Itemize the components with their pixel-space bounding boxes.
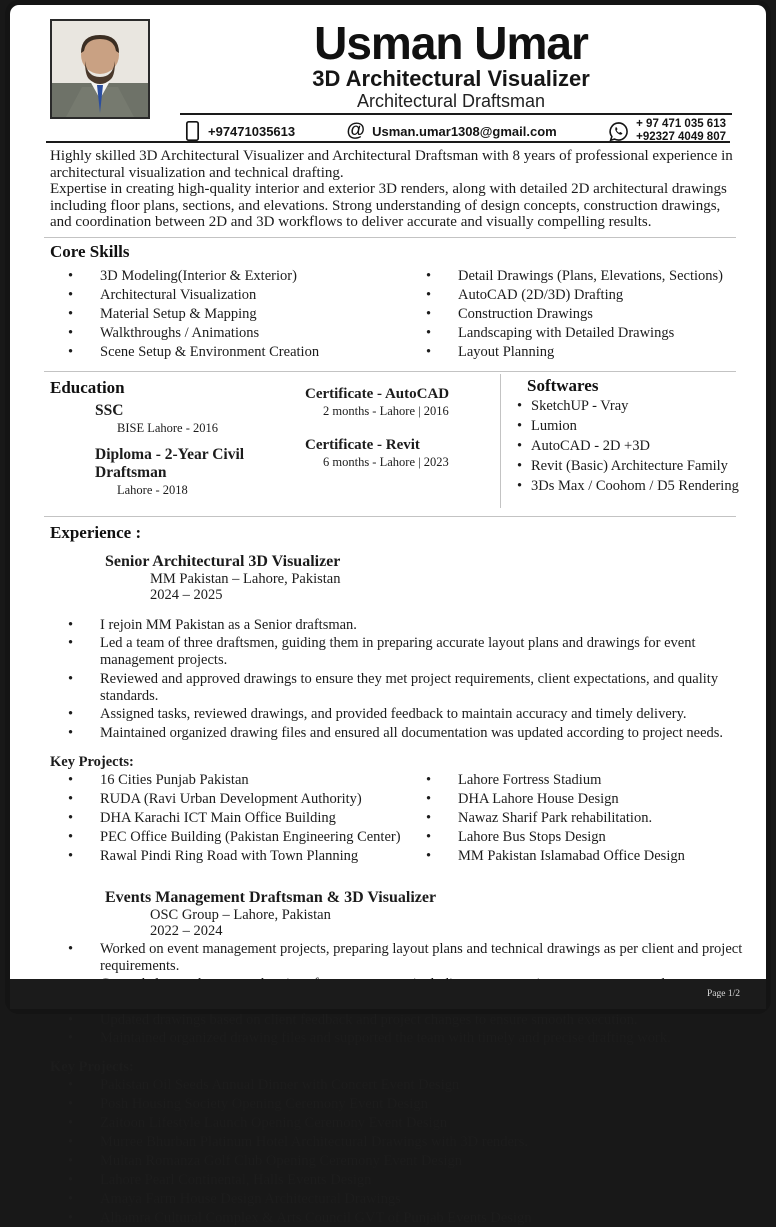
whatsapp-number-1: + 97 471 035 613 bbox=[636, 118, 726, 130]
job-bullet: • Led a team of three draftsmen, guiding them in preparing accurate layout plans and drawings for event management projects. bbox=[50, 635, 766, 669]
software-item: • Lumion bbox=[515, 418, 740, 435]
certificate-title: Certificate - Revit bbox=[305, 436, 420, 453]
profile-summary bbox=[10, 143, 766, 231]
project-item: • Lahore Pearl Continental, Halls Events Design bbox=[50, 1172, 766, 1189]
job-title: Events Management Draftsman & 3D Visualizer bbox=[105, 888, 437, 906]
project-item: • Pakistan Oil Seeds Annual Dinner with Concert Event Design bbox=[50, 1077, 766, 1094]
job-company: OSC Group – Lahore, Pakistan bbox=[150, 906, 331, 923]
mobile-phone-icon bbox=[184, 120, 201, 142]
education-section bbox=[10, 372, 766, 510]
phone-number: +97471035613 bbox=[208, 123, 296, 139]
certificates-column bbox=[305, 374, 500, 508]
profile-photo bbox=[50, 19, 150, 119]
job-bullet: • Reviewed and approved drawings to ensure they met project requirements, client expectations, and quality standards. bbox=[50, 671, 766, 705]
email-address: Usman.umar1308@gmail.com bbox=[372, 123, 557, 139]
core-skills-right-list bbox=[408, 268, 766, 363]
key-projects-list-wrap bbox=[10, 1077, 766, 1227]
certificate-entry bbox=[305, 386, 500, 419]
certificate-detail: 6 months - Lahore | 2023 bbox=[323, 454, 449, 469]
person-title: 3D Architectural Visualizer bbox=[312, 66, 590, 91]
project-item: • Alhamra Cultural Complex & Arts Council GVT of Punjab Events Design bbox=[50, 1210, 766, 1227]
job-entry bbox=[10, 889, 766, 1048]
key-projects-heading: Key Projects: bbox=[50, 1059, 134, 1075]
key-projects-left-list bbox=[50, 772, 408, 867]
key-projects-columns bbox=[10, 772, 766, 867]
job-dates: 2024 – 2025 bbox=[150, 586, 223, 603]
software-item: • Revit (Basic) Architecture Family bbox=[515, 458, 740, 475]
job-entry bbox=[10, 553, 766, 742]
skill-item: • Scene Setup & Environment Creation bbox=[50, 344, 408, 361]
certificate-title: Certificate - AutoCAD bbox=[305, 385, 450, 402]
education-detail: BISE Lahore - 2016 bbox=[117, 420, 219, 435]
job-company: MM Pakistan – Lahore, Pakistan bbox=[150, 570, 341, 587]
job-bullet: • Worked on event management projects, preparing layout plans and technical drawings as per client and project requirements. bbox=[50, 941, 766, 975]
summary-paragraph-2: Expertise in creating high-quality interior and exterior 3D renders, along with detailed 2D architectural drawings including floor plans, sections, and elevations. Strong understanding of design concepts, construction drawings, and coordination between 2D and 3D workflows to deliver accurate and visually compelling results. bbox=[50, 181, 727, 230]
software-item: • SketchUP - Vray bbox=[515, 398, 740, 415]
project-item: • Zaitoon Lifestyle Launch Opening Ceremony Event Design bbox=[50, 1115, 766, 1132]
section-divider bbox=[44, 516, 736, 517]
core-skills bbox=[10, 264, 766, 365]
project-item: • Nawaz Sharif Park rehabilitation. bbox=[408, 810, 766, 827]
person-subtitle: Architectural Draftsman bbox=[356, 91, 546, 111]
project-item: • RUDA (Ravi Urban Development Authority) bbox=[50, 791, 408, 808]
job-bullet: • Maintained organized drawing files and supported the team with timely and precise drafting work. bbox=[50, 1030, 766, 1047]
project-item: • DHA Lahore House Design bbox=[408, 791, 766, 808]
core-skills-left-list bbox=[50, 268, 408, 363]
job-bullet: • Maintained organized drawing files and ensured all documentation was updated according to project needs. bbox=[50, 725, 766, 742]
education-detail: Lahore - 2018 bbox=[117, 482, 188, 497]
person-name: Usman Umar bbox=[314, 17, 588, 69]
contact-row bbox=[170, 118, 732, 144]
job-bullet: • Assigned tasks, reviewed drawings, and provided feedback to maintain accuracy and timely delivery. bbox=[50, 706, 766, 723]
header-divider bbox=[180, 113, 732, 115]
education-column bbox=[50, 374, 305, 508]
project-item: • Posh Housing Society Opening Ceremony Event Design bbox=[50, 1096, 766, 1113]
project-item: • 16 Cities Punjab Pakistan bbox=[50, 772, 408, 789]
summary-paragraph-1: Highly skilled 3D Architectural Visualizer and Architectural Draftsman with 8 years of professional experience in architectural visualization and technical drafting. bbox=[50, 148, 733, 181]
project-item: • Rawal Pindi Ring Road with Town Planning bbox=[50, 848, 408, 865]
contact-phone bbox=[184, 120, 295, 142]
job-dates: 2022 – 2024 bbox=[150, 922, 223, 939]
education-entry bbox=[95, 446, 305, 498]
skill-item: • Detail Drawings (Plans, Elevations, Sections) bbox=[408, 268, 766, 285]
project-item: • Lahore Fortress Stadium bbox=[408, 772, 766, 789]
skill-item: • Landscaping with Detailed Drawings bbox=[408, 325, 766, 342]
certificate-entry bbox=[305, 437, 500, 470]
skill-item: • Construction Drawings bbox=[408, 306, 766, 323]
resume-page bbox=[5, 0, 771, 1226]
job-bullet: • I rejoin MM Pakistan as a Senior draftsman. bbox=[50, 617, 766, 634]
skill-item: • Layout Planning bbox=[408, 344, 766, 361]
contact-email bbox=[347, 122, 557, 140]
project-item: • Murree Bhurban Platinum Hotel Architectural Drawings with 3D renders. bbox=[50, 1134, 766, 1151]
software-item: • AutoCAD - 2D +3D bbox=[515, 438, 740, 455]
project-item: • MM Pakistan Islamabad Office Design bbox=[408, 848, 766, 865]
project-item: • DHA Karachi ICT Main Office Building bbox=[50, 810, 408, 827]
key-projects-section bbox=[10, 754, 766, 867]
whatsapp-number-2: +92327 4049 807 bbox=[636, 131, 726, 143]
skill-item: • 3D Modeling(Interior & Exterior) bbox=[50, 268, 408, 285]
project-item: • Lahore Bus Stops Design bbox=[408, 829, 766, 846]
softwares-list bbox=[515, 398, 740, 495]
project-item: • Amaya Farm House Design Architectural Drawings bbox=[50, 1191, 766, 1208]
experience-heading: Experience : bbox=[50, 522, 142, 542]
key-projects-right-list bbox=[408, 772, 766, 867]
softwares-heading: Softwares bbox=[527, 375, 599, 395]
key-projects-section bbox=[10, 1059, 766, 1227]
key-projects-list bbox=[50, 1077, 766, 1227]
softwares-column bbox=[500, 374, 740, 508]
project-item: • PEC Office Building (Pakistan Engineering Center) bbox=[50, 829, 408, 846]
job-bullet: • Updated drawings based on client feedback and project changes to ensure smooth execution. bbox=[50, 1012, 766, 1029]
job-bullet-list bbox=[50, 617, 766, 742]
page-number: Page 1/2 bbox=[707, 989, 740, 999]
profile-photo-image bbox=[52, 21, 148, 117]
skill-item: • Architectural Visualization bbox=[50, 287, 408, 304]
education-heading: Education bbox=[50, 377, 125, 397]
whatsapp-icon bbox=[608, 121, 629, 142]
certificate-detail: 2 months - Lahore | 2016 bbox=[323, 403, 449, 418]
job-title: Senior Architectural 3D Visualizer bbox=[105, 552, 341, 570]
key-projects-heading: Key Projects: bbox=[50, 753, 134, 770]
skill-item: • Walkthroughs / Animations bbox=[50, 325, 408, 342]
skill-item: • AutoCAD (2D/3D) Drafting bbox=[408, 287, 766, 304]
project-item: • Multan Romanza Golf Club Opening Ceremony Event Design bbox=[50, 1153, 766, 1170]
skill-item: • Material Setup & Mapping bbox=[50, 306, 408, 323]
education-title: SSC bbox=[95, 401, 124, 419]
software-item: • 3Ds Max / Coohom / D5 Rendering bbox=[515, 478, 740, 495]
at-icon: @ bbox=[346, 120, 366, 141]
header bbox=[10, 5, 766, 143]
education-title: Diploma - 2-Year Civil Draftsman bbox=[95, 445, 245, 481]
education-entry bbox=[95, 402, 305, 436]
contact-whatsapp bbox=[608, 118, 726, 144]
core-skills-heading: Core Skills bbox=[50, 241, 130, 261]
section-divider bbox=[44, 237, 736, 238]
page-footer bbox=[10, 979, 766, 1009]
